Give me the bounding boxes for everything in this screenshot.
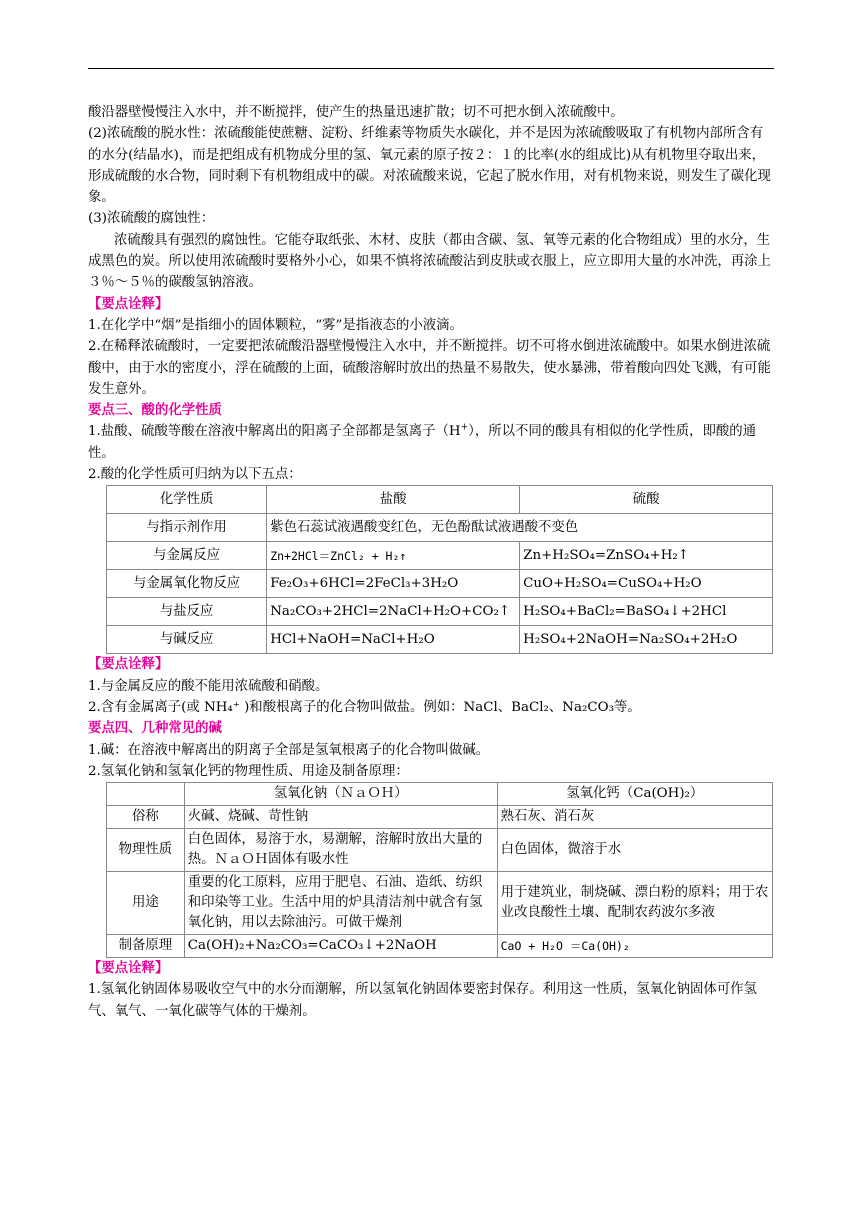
table-row [107, 542, 773, 570]
table-row-label: 与盐反应 [107, 598, 267, 626]
base-properties-table [106, 782, 773, 958]
section-item-text: ），所以不同的酸具有相似的化学性质，即酸的通性。 [88, 424, 757, 461]
table-header-cell: 氢氧化钙（Ca(OH)₂） [497, 783, 772, 806]
section-item [88, 421, 774, 464]
table-cell: 白色固体，微溶于水 [497, 829, 772, 872]
note-item: 1.氢氧化钠固体易吸收空气中的水分而潮解，所以氢氧化钠固体要密封保存。利用这一性质，氢氧化钠固体可作氢气、氧气、一氧化碳等气体的干燥剂。 [88, 982, 757, 1019]
table-header-cell [107, 783, 185, 806]
note-heading: 【要点诠释】 [88, 960, 169, 977]
table-row-label: 与指示剂作用 [107, 514, 267, 542]
table-cell: Fe₂O₃+6HCl=2FeCl₃+3H₂O [267, 570, 520, 598]
table-row-label: 用途 [107, 872, 185, 935]
table-cell: 白色固体，易溶于水，易潮解，溶解时放出大量的热。ＮａＯＨ固体有吸水性 [184, 829, 497, 872]
section-item-text: 1.盐酸、硫酸等酸在溶液中解离出的阳离子全部都是氢离子（H [88, 424, 461, 440]
table-cell: Na₂CO₃+2HCl=2NaCl+H₂O+CO₂↑ [267, 598, 520, 626]
table-cell: CaO + H₂O ＝Ca(OH)₂ [497, 935, 772, 958]
table-row [107, 570, 773, 598]
table-row-label: 与碱反应 [107, 626, 267, 654]
table-cell: HCl+NaOH=NaCl+H₂O [267, 626, 520, 654]
table-row [107, 829, 773, 872]
table-row [107, 935, 773, 958]
table-cell: 火碱、烧碱、苛性钠 [184, 806, 497, 829]
table-cell: H₂SO₄+2NaOH=Na₂SO₄+2H₂O [520, 626, 773, 654]
note-heading: 【要点诠释】 [88, 295, 169, 312]
table-cell: 熟石灰、消石灰 [497, 806, 772, 829]
table-cell: 用于建筑业，制烧碱、漂白粉的原料；用于农业改良酸性土壤、配制农药波尔多液 [497, 872, 772, 935]
table-header-cell: 硫酸 [520, 486, 773, 514]
table-header-cell: 氢氧化钠（ＮａＯＨ） [184, 783, 497, 806]
acid-properties-table [106, 485, 773, 654]
note-heading: 【要点诠释】 [88, 656, 169, 673]
table-row-label: 制备原理 [107, 935, 185, 958]
document-body [88, 102, 774, 1022]
note-item: 2.在稀释浓硫酸时，一定要把浓硫酸沿器壁慢慢注入水中，并不断搅拌。切不可将水倒进浓硫酸中。如果水倒进浓硫酸中，由于水的密度小，浮在硫酸的上面，硫酸溶解时放出的热量不易散失，使水暴沸，带着酸向四处飞溅，有可能发生意外。 [88, 339, 771, 397]
table-row [107, 806, 773, 829]
table-row-label: 物理性质 [107, 829, 185, 872]
table-cell: Ca(OH)₂+Na₂CO₃=CaCO₃↓+2NaOH [184, 935, 497, 958]
table-row [107, 872, 773, 935]
section-item: 2.酸的化学性质可归纳为以下五点： [88, 467, 302, 483]
note-item: 1.与金属反应的酸不能用浓硫酸和硝酸。 [88, 678, 329, 694]
table-header-cell: 盐酸 [267, 486, 520, 514]
superscript: + [460, 422, 469, 433]
paragraph-corrosion-heading: (3)浓硫酸的腐蚀性： [88, 211, 215, 227]
paragraph-dehydration: (2)浓硫酸的脱水性：浓硫酸能使蔗糖、淀粉、纤维素等物质失水碳化，并不是因为浓硫酸吸取了有机物内部所含有的水分(结晶水)，而是把组成有机物成分里的氢、氧元素的原子按２：１的比率(水的组成比)从有机物里夺取出来，形成硫酸的水合物，同时剩下有机物组成中的碳。对浓硫酸来说，它起了脱水作用，对有机物来说，则发生了碳化现象。 [88, 126, 771, 206]
note-item: 2.含有金属离子(或 NH₄⁺ )和酸根离子的化合物叫做盐。例如：NaCl、BaCl₂、Na₂CO₃等。 [88, 699, 641, 715]
paragraph-corrosion: 浓硫酸具有强烈的腐蚀性。它能夺取纸张、木材、皮肤（都由含碳、氢、氧等元素的化合物组成）里的水分，生成黑色的炭。所以使用浓硫酸时要格外小心，如果不慎将浓硫酸沾到皮肤或衣服上，应立即用大量的水冲洗，再涂上３％～５％的碳酸氢钠溶液。 [88, 232, 771, 291]
table-row [107, 626, 773, 654]
note-item: 1.在化学中“烟”是指细小的固体颗粒，“雾”是指液态的小液滴。 [88, 317, 463, 333]
section-heading: 要点四、几种常见的碱 [88, 720, 222, 737]
table-cell: Zn+2HCl＝ZnCl₂ + H₂↑ [267, 542, 520, 570]
section-heading: 要点三、酸的化学性质 [88, 402, 222, 419]
paragraph: 酸沿器壁慢慢注入水中，并不断搅拌，使产生的热量迅速扩散；切不可把水倒入浓硫酸中。 [88, 105, 624, 120]
table-header-row [107, 783, 773, 806]
table-row-label: 与金属反应 [107, 542, 267, 570]
table-row-label: 与金属氧化物反应 [107, 570, 267, 598]
table-row-label: 俗称 [107, 806, 185, 829]
table-cell: Zn+H₂SO₄=ZnSO₄+H₂↑ [520, 542, 773, 570]
table-header-cell: 化学性质 [107, 486, 267, 514]
section-item: 1.碱：在溶液中解离出的阴离子全部是氢氧根离子的化合物叫做碱。 [88, 742, 490, 758]
table-cell: CuO+H₂SO₄=CuSO₄+H₂O [520, 570, 773, 598]
table-row [107, 514, 773, 542]
table-row [107, 598, 773, 626]
header-rule [88, 68, 774, 69]
table-cell: 紫色石蕊试液遇酸变红色，无色酚酞试液遇酸不变色 [267, 514, 773, 542]
table-cell: H₂SO₄+BaCl₂=BaSO₄↓+2HCl [520, 598, 773, 626]
table-header-row [107, 486, 773, 514]
section-item: 2.氢氧化钠和氢氧化钙的物理性质、用途及制备原理： [88, 763, 409, 779]
table-cell: 重要的化工原料，应用于肥皂、石油、造纸、纺织和印染等工业。生活中用的炉具清洁剂中就含有氢氧化钠，用以去除油污。可做干燥剂 [184, 872, 497, 935]
